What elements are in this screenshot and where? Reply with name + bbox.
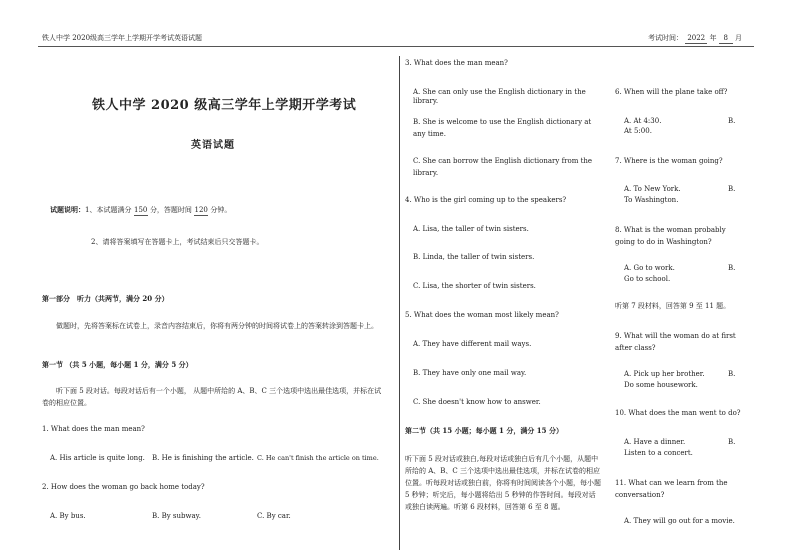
- header-date: [648, 34, 742, 44]
- date-month-unit: 月: [734, 34, 742, 42]
- q6-option-a: A. At 4:30.: [624, 117, 662, 125]
- instructions-label: 试题说明：: [50, 205, 85, 214]
- q6-option-b: B.: [728, 117, 736, 125]
- date-label: 考试时间：: [648, 34, 683, 42]
- q7-stem: 7. Where is the woman going?: [615, 157, 723, 165]
- q8-stem: 8. What is the woman probably going to do in Washington?: [615, 226, 726, 246]
- q9-stem: 9. What will the woman do at first after class?: [615, 332, 736, 352]
- date-month: 8: [719, 34, 733, 44]
- q11-option-a: A. They will go out for a movie.: [624, 517, 735, 525]
- q3-stem: 3. What does the man mean?: [405, 59, 508, 67]
- q2-option-a: A. By bus.: [50, 512, 86, 520]
- q1-option-a: A. His article is quite long.: [50, 454, 145, 462]
- part1-intro: 做题时，先将答案标在试卷上，录音内容结束后，你将有两分钟的时间将试卷上的答案转涂到答题卡上。: [56, 322, 378, 330]
- exam-title: 铁人中学 2020 级高三学年上学期开学考试: [92, 98, 357, 113]
- instructions-text-c: 分钟。: [210, 206, 232, 214]
- instructions-line2: 2、请将答案填写在答题卡上，考试结束后只交答题卡。: [91, 238, 264, 246]
- q4-option-c: C. Lisa, the shorter of twin sisters.: [413, 282, 536, 290]
- q4-stem: 4. Who is the girl coming up to the speakers?: [405, 196, 567, 204]
- instructions-text-b: 分，答题时间: [149, 206, 192, 214]
- q7-option-b-text: To Washington.: [624, 196, 679, 204]
- instructions-time: 120: [194, 206, 208, 214]
- column-divider: [399, 56, 400, 550]
- q6-option-b-text: At 5:00.: [624, 127, 652, 135]
- q3-option-a: A. She can only use the English dictionary in the library.: [413, 88, 586, 105]
- q2-option-c: C. By car.: [257, 512, 291, 520]
- q10-option-b: B.: [728, 438, 736, 446]
- q5-option-c: C. She doesn't know how to answer.: [413, 398, 541, 406]
- q2-stem: 2. How does the woman go back home today?: [42, 483, 205, 491]
- q2-option-b: B. By subway.: [152, 512, 201, 520]
- q10-option-b-text: Listen to a concert.: [624, 449, 693, 457]
- date-year: 2022: [685, 34, 707, 44]
- section2-heading: 第二节（共 15 小题；每小题 1 分，满分 15 分）: [405, 426, 563, 435]
- q10-stem: 10. What does the man went to do?: [615, 409, 741, 417]
- instructions-line1: [50, 205, 231, 216]
- q7-option-b: B.: [728, 185, 736, 193]
- header-title: 铁人中学 2020级高三学年上学期开学考试英语试题: [42, 34, 203, 42]
- q9-option-a: A. Pick up her brother.: [624, 370, 705, 378]
- q11-stem: 11. What can we learn from the conversation?: [615, 479, 728, 499]
- q8-option-b: B.: [728, 264, 736, 272]
- q9-option-b: B.: [728, 370, 736, 378]
- q10-option-a: A. Have a dinner.: [624, 438, 686, 446]
- exam-subtitle: 英语试题: [191, 140, 235, 151]
- q8-option-b-text: Go to school.: [624, 275, 671, 283]
- section1-intro: 听下面 5 段对话。每段对话后有一个小题， 从题中所给的 A、B、C 三个选项中选出最佳选项，并标在试卷的相应位置。: [42, 387, 382, 407]
- q7-option-a: A. To New York.: [624, 185, 681, 193]
- q8-option-a: A. Go to work.: [624, 264, 675, 272]
- instructions-text-a: 1、本试题满分: [85, 206, 132, 214]
- instructions-score: 150: [134, 206, 148, 214]
- q1-option-c: C. He can't finish the article on time.: [257, 454, 379, 462]
- q5-option-b: B. They have only one mail way.: [413, 369, 527, 377]
- q1-option-b: B. He is finishing the article.: [152, 454, 254, 462]
- listen-7-instruction: 听第 7 段材料，回答第 9 至 11 题。: [615, 302, 731, 310]
- q5-option-a: A. They have different mail ways.: [413, 340, 532, 348]
- section1-heading: 第一节 （共 5 小题，每小题 1 分，满分 5 分）: [42, 360, 193, 369]
- q1-stem: 1. What does the man mean?: [42, 425, 145, 433]
- q6-stem: 6. When will the plane take off?: [615, 88, 728, 96]
- q3-option-b: B. She is welcome to use the English dictionary at any time.: [413, 118, 592, 138]
- q5-stem: 5. What does the woman most likely mean?: [405, 311, 559, 319]
- q9-option-b-text: Do some housework.: [624, 381, 698, 389]
- date-year-unit: 年: [709, 34, 717, 42]
- q4-option-b: B. Linda, the taller of twin sisters.: [413, 253, 535, 261]
- section2-intro: 听下面 5 段对话或独白,每段对话或独白后有几个小题，从题中所给的 A、B、C 三个选项中选出最佳选项，并标在试卷的相应位置。听每段对话或独白前，你将有时间阅读各个小题，每小题 5 秒钟；听完后，每小题将给出 5 秒钟的作答时间。每段对话或独白读两遍。听第 6 段材料，回答第 6 至 8 题。: [405, 455, 601, 511]
- q3-option-c: C. She can borrow the English dictionary from the library.: [413, 157, 593, 177]
- part1-heading: 第一部分 听力（共两节，满分 20 分）: [42, 294, 169, 303]
- header-rule: [38, 46, 754, 47]
- q4-option-a: A. Lisa, the taller of twin sisters.: [413, 225, 529, 233]
